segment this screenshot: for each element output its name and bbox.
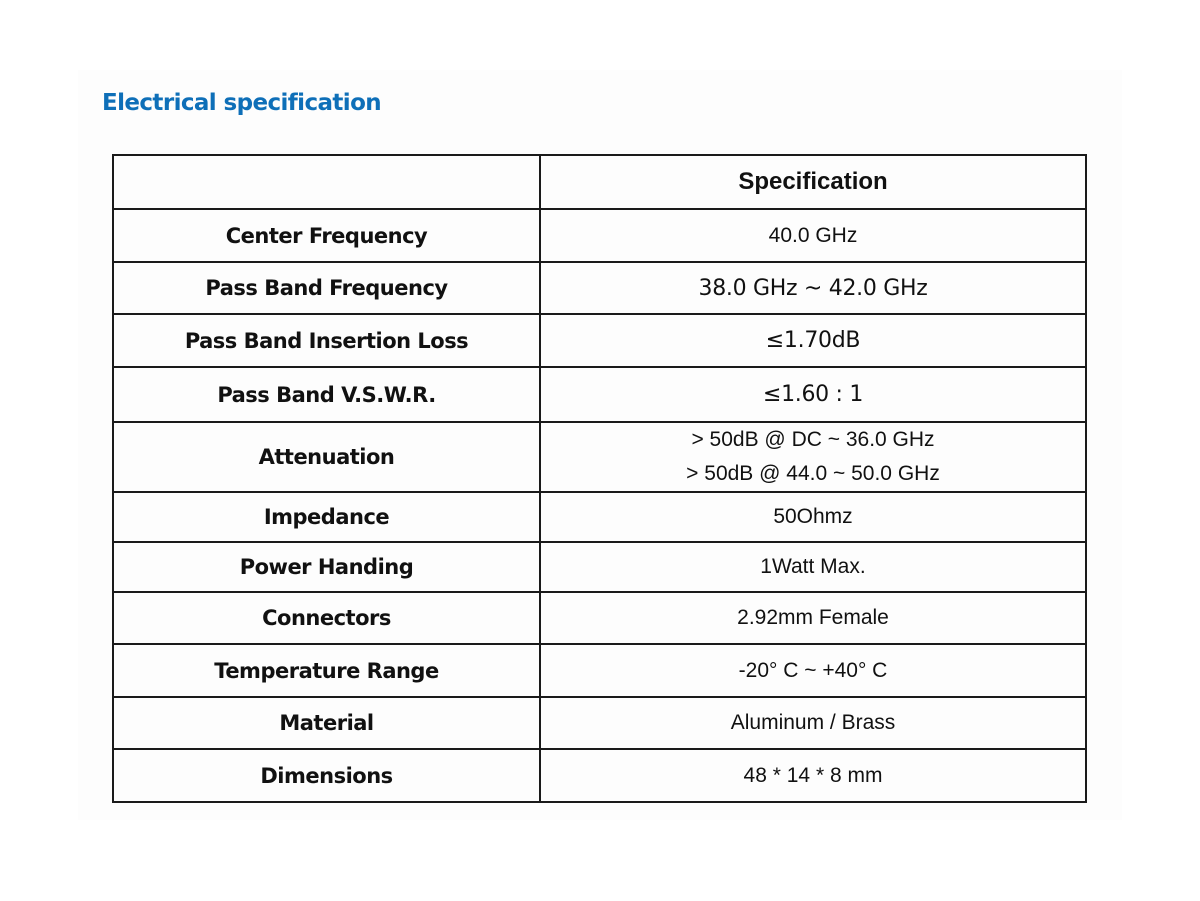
- row-value-connectors: 2.92mm Female: [540, 592, 1086, 644]
- table-row: [113, 492, 1086, 542]
- row-value-temperature-range: -20° C ~ +40° C: [540, 644, 1086, 697]
- header-specification-cell: Specification: [540, 155, 1086, 209]
- row-value-pass-band-frequency: 38.0 GHz ~ 42.0 GHz: [540, 262, 1086, 314]
- section-title: Electrical specification: [102, 90, 382, 116]
- row-value-impedance: 50Ohmz: [540, 492, 1086, 542]
- row-label-connectors: Connectors: [113, 592, 540, 644]
- row-label-insertion-loss: Pass Band Insertion Loss: [113, 314, 540, 367]
- row-label-attenuation: Attenuation: [113, 422, 540, 492]
- row-label-pass-band-frequency: Pass Band Frequency: [113, 262, 540, 314]
- row-label-dimensions: Dimensions: [113, 749, 540, 802]
- attenuation-line-1: > 50dB @ DC ~ 36.0 GHz: [691, 428, 935, 451]
- header-label-cell: [113, 155, 540, 209]
- row-value-vswr: ≤1.60 : 1: [540, 367, 1086, 422]
- row-label-temperature-range: Temperature Range: [113, 644, 540, 697]
- attenuation-line-2: > 50dB @ 44.0 ~ 50.0 GHz: [686, 462, 940, 485]
- row-label-center-frequency: Center Frequency: [113, 209, 540, 262]
- table-header-row: [113, 155, 1086, 209]
- table-row: [113, 697, 1086, 749]
- table-row: [113, 262, 1086, 314]
- row-label-power-handing: Power Handing: [113, 542, 540, 592]
- table-row: [113, 422, 1086, 492]
- row-value-center-frequency: 40.0 GHz: [540, 209, 1086, 262]
- table-row: [113, 209, 1086, 262]
- table-row: [113, 367, 1086, 422]
- row-value-attenuation: [540, 422, 1086, 492]
- table-row: [113, 542, 1086, 592]
- table-row: [113, 749, 1086, 802]
- row-label-material: Material: [113, 697, 540, 749]
- row-value-insertion-loss: ≤1.70dB: [540, 314, 1086, 367]
- row-value-dimensions: 48 * 14 * 8 mm: [540, 749, 1086, 802]
- row-label-impedance: Impedance: [113, 492, 540, 542]
- table-row: [113, 592, 1086, 644]
- row-label-vswr: Pass Band V.S.W.R.: [113, 367, 540, 422]
- specification-table: [112, 154, 1087, 803]
- row-value-power-handing: 1Watt Max.: [540, 542, 1086, 592]
- table-row: [113, 644, 1086, 697]
- row-value-material: Aluminum / Brass: [540, 697, 1086, 749]
- table-row: [113, 314, 1086, 367]
